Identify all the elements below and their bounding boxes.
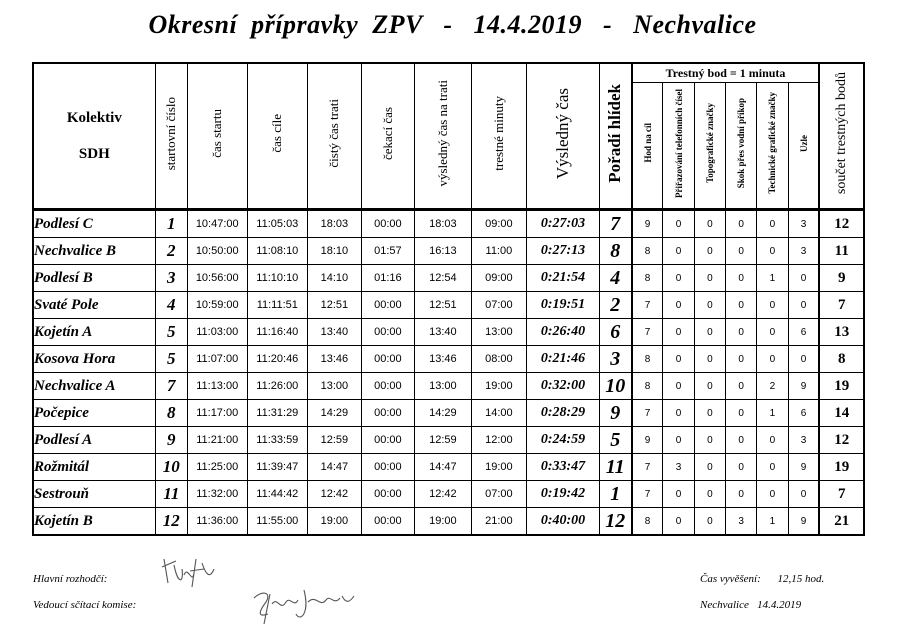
cell-wait: 00:00 xyxy=(361,373,415,400)
cell-topo: 0 xyxy=(694,454,725,481)
header-soucet-trestnych-bodu: součet trestných bodů xyxy=(819,63,864,210)
table-row xyxy=(33,400,864,427)
cell-skok: 0 xyxy=(726,319,757,346)
cell-topo: 0 xyxy=(694,292,725,319)
cell-result: 0:26:40 xyxy=(527,319,600,346)
cell-tech: 1 xyxy=(757,265,788,292)
cell-tel: 0 xyxy=(663,427,694,454)
table-row xyxy=(33,292,864,319)
cell-net: 12:42 xyxy=(308,481,362,508)
cell-penalty: 08:00 xyxy=(471,346,527,373)
cell-sum: 14 xyxy=(819,400,864,427)
cell-wait: 01:57 xyxy=(361,238,415,265)
cell-rank: 9 xyxy=(599,400,631,427)
cell-topo: 0 xyxy=(694,508,725,536)
cell-uzle: 6 xyxy=(788,319,819,346)
cell-tel: 0 xyxy=(663,210,694,238)
cell-rank: 8 xyxy=(599,238,631,265)
cell-sum: 21 xyxy=(819,508,864,536)
cell-start-no: 12 xyxy=(155,508,187,536)
cell-penalty: 12:00 xyxy=(471,427,527,454)
cell-finish: 11:20:46 xyxy=(247,346,308,373)
cell-rank: 3 xyxy=(599,346,631,373)
cell-penalty: 14:00 xyxy=(471,400,527,427)
cell-tel: 0 xyxy=(663,400,694,427)
cell-name: Podlesí C xyxy=(33,210,155,238)
cell-sum: 7 xyxy=(819,481,864,508)
header-cas-startu: čas startu xyxy=(187,63,247,210)
cell-finish: 11:26:00 xyxy=(247,373,308,400)
cell-finish: 11:33:59 xyxy=(247,427,308,454)
cell-net: 18:10 xyxy=(308,238,362,265)
cell-uzle: 0 xyxy=(788,346,819,373)
cell-penalty: 21:00 xyxy=(471,508,527,536)
cell-penalty: 09:00 xyxy=(471,210,527,238)
cell-uzle: 3 xyxy=(788,210,819,238)
cell-net: 14:10 xyxy=(308,265,362,292)
cell-start: 11:17:00 xyxy=(187,400,247,427)
cell-net: 12:59 xyxy=(308,427,362,454)
cell-topo: 0 xyxy=(694,210,725,238)
cell-tech: 0 xyxy=(757,319,788,346)
cell-tel: 0 xyxy=(663,508,694,536)
header-cas-cile: čas cíle xyxy=(247,63,308,210)
cell-hod: 8 xyxy=(632,373,663,400)
label-cas-vyveseni xyxy=(700,573,824,585)
cell-rank: 2 xyxy=(599,292,631,319)
cell-result: 0:24:59 xyxy=(527,427,600,454)
cell-start-no: 2 xyxy=(155,238,187,265)
cell-track: 13:46 xyxy=(415,346,472,373)
results-body xyxy=(33,210,864,536)
label-misto-datum: Nechvalice 14.4.2019 xyxy=(700,599,802,611)
cell-penalty: 07:00 xyxy=(471,292,527,319)
cell-wait: 00:00 xyxy=(361,210,415,238)
cell-uzle: 0 xyxy=(788,265,819,292)
cell-start: 11:32:00 xyxy=(187,481,247,508)
cell-start-no: 9 xyxy=(155,427,187,454)
cell-rank: 6 xyxy=(599,319,631,346)
cell-tel: 0 xyxy=(663,292,694,319)
cell-finish: 11:55:00 xyxy=(247,508,308,536)
cell-tech: 0 xyxy=(757,427,788,454)
table-row xyxy=(33,238,864,265)
cell-finish: 11:44:42 xyxy=(247,481,308,508)
cell-skok: 3 xyxy=(726,508,757,536)
label-vedouci-scitaci-komise: Vedoucí sčítací komise: xyxy=(33,599,137,611)
cell-start: 11:21:00 xyxy=(187,427,247,454)
cell-hod: 7 xyxy=(632,481,663,508)
cell-name: Sestrouň xyxy=(33,481,155,508)
cell-result: 0:27:03 xyxy=(527,210,600,238)
signature-vedouci-scitaci-komise xyxy=(250,584,360,628)
cell-rank: 5 xyxy=(599,427,631,454)
cell-tel: 0 xyxy=(663,319,694,346)
cell-tech: 0 xyxy=(757,210,788,238)
results-table xyxy=(32,62,865,536)
cell-tech: 2 xyxy=(757,373,788,400)
cell-hod: 7 xyxy=(632,292,663,319)
cell-start: 11:03:00 xyxy=(187,319,247,346)
cell-penalty: 11:00 xyxy=(471,238,527,265)
cell-penalty: 19:00 xyxy=(471,454,527,481)
cell-skok: 0 xyxy=(726,454,757,481)
cell-wait: 00:00 xyxy=(361,454,415,481)
label-hlavni-rozhodci: Hlavní rozhodčí: xyxy=(33,573,108,585)
table-row xyxy=(33,346,864,373)
header-kolektiv xyxy=(33,63,155,210)
table-row xyxy=(33,508,864,536)
cell-track: 12:42 xyxy=(415,481,472,508)
header-uzle: Uzle xyxy=(788,83,819,210)
header-kolektiv-line2: SDH xyxy=(78,146,110,162)
cell-tel: 0 xyxy=(663,481,694,508)
cell-hod: 8 xyxy=(632,346,663,373)
cell-finish: 11:31:29 xyxy=(247,400,308,427)
cell-tel: 0 xyxy=(663,265,694,292)
cell-penalty: 09:00 xyxy=(471,265,527,292)
cell-track: 14:29 xyxy=(415,400,472,427)
cell-track: 13:40 xyxy=(415,319,472,346)
cell-skok: 0 xyxy=(726,400,757,427)
cell-net: 12:51 xyxy=(308,292,362,319)
cell-tech: 0 xyxy=(757,481,788,508)
cell-result: 0:28:29 xyxy=(527,400,600,427)
cas-vyveseni-label: Čas vyvěšení: xyxy=(700,573,761,585)
cell-name: Počepice xyxy=(33,400,155,427)
header-vysledny-cas-na-trati: výsledný čas na trati xyxy=(415,63,472,210)
cell-start: 10:56:00 xyxy=(187,265,247,292)
cell-tel: 0 xyxy=(663,238,694,265)
cell-start-no: 1 xyxy=(155,210,187,238)
cell-sum: 19 xyxy=(819,373,864,400)
cell-name: Kojetín B xyxy=(33,508,155,536)
cell-uzle: 3 xyxy=(788,427,819,454)
header-kolektiv-line1: Kolektiv xyxy=(66,110,122,126)
cell-track: 14:47 xyxy=(415,454,472,481)
cell-sum: 11 xyxy=(819,238,864,265)
table-row xyxy=(33,454,864,481)
cell-penalty: 07:00 xyxy=(471,481,527,508)
cell-start: 11:13:00 xyxy=(187,373,247,400)
cell-start-no: 5 xyxy=(155,319,187,346)
cell-tel: 3 xyxy=(663,454,694,481)
cell-penalty: 13:00 xyxy=(471,319,527,346)
cell-skok: 0 xyxy=(726,265,757,292)
cell-topo: 0 xyxy=(694,346,725,373)
cell-start-no: 8 xyxy=(155,400,187,427)
cell-topo: 0 xyxy=(694,265,725,292)
cell-topo: 0 xyxy=(694,481,725,508)
header-poradi-hlidek: Pořadí hlídek xyxy=(599,63,631,210)
cell-result: 0:27:13 xyxy=(527,238,600,265)
cell-start: 11:07:00 xyxy=(187,346,247,373)
cell-sum: 9 xyxy=(819,265,864,292)
cell-finish: 11:05:03 xyxy=(247,210,308,238)
cell-uzle: 0 xyxy=(788,292,819,319)
cell-result: 0:40:00 xyxy=(527,508,600,536)
cell-sum: 8 xyxy=(819,346,864,373)
cell-name: Rožmitál xyxy=(33,454,155,481)
cell-wait: 00:00 xyxy=(361,319,415,346)
cell-skok: 0 xyxy=(726,481,757,508)
cell-rank: 12 xyxy=(599,508,631,536)
cell-wait: 00:00 xyxy=(361,346,415,373)
header-startovni-cislo: startovní číslo xyxy=(155,63,187,210)
cell-net: 19:00 xyxy=(308,508,362,536)
cell-rank: 10 xyxy=(599,373,631,400)
cell-finish: 11:08:10 xyxy=(247,238,308,265)
cell-hod: 8 xyxy=(632,508,663,536)
cell-topo: 0 xyxy=(694,427,725,454)
cell-net: 18:03 xyxy=(308,210,362,238)
cell-tech: 0 xyxy=(757,454,788,481)
cell-wait: 00:00 xyxy=(361,427,415,454)
cell-track: 18:03 xyxy=(415,210,472,238)
cell-name: Kojetín A xyxy=(33,319,155,346)
cell-tech: 0 xyxy=(757,292,788,319)
cell-rank: 11 xyxy=(599,454,631,481)
cell-track: 12:51 xyxy=(415,292,472,319)
cell-finish: 11:11:51 xyxy=(247,292,308,319)
cell-name: Nechvalice A xyxy=(33,373,155,400)
page-title: Okresní přípravky ZPV - 14.4.2019 - Nechvalice xyxy=(148,10,757,39)
cell-penalty: 19:00 xyxy=(471,373,527,400)
cell-uzle: 9 xyxy=(788,454,819,481)
header-prirazovani-telefonnich: Přiřazování telefonních čísel xyxy=(663,83,694,210)
cell-wait: 00:00 xyxy=(361,400,415,427)
cell-uzle: 9 xyxy=(788,508,819,536)
cell-rank: 4 xyxy=(599,265,631,292)
cell-sum: 12 xyxy=(819,210,864,238)
cell-result: 0:32:00 xyxy=(527,373,600,400)
cell-tech: 0 xyxy=(757,346,788,373)
cell-rank: 1 xyxy=(599,481,631,508)
cell-net: 13:40 xyxy=(308,319,362,346)
header-skok-pres-vodni-prikop: Skok přes vodní příkop xyxy=(726,83,757,210)
cell-tech: 1 xyxy=(757,400,788,427)
header-cisty-cas-trati: čistý čas trati xyxy=(308,63,362,210)
cell-result: 0:21:46 xyxy=(527,346,600,373)
cell-wait: 00:00 xyxy=(361,292,415,319)
header-topograficke-znacky: Topografické značky xyxy=(694,83,725,210)
cell-tel: 0 xyxy=(663,346,694,373)
cell-start-no: 7 xyxy=(155,373,187,400)
cell-result: 0:19:51 xyxy=(527,292,600,319)
cell-sum: 19 xyxy=(819,454,864,481)
table-row xyxy=(33,427,864,454)
table-row xyxy=(33,319,864,346)
cell-tech: 1 xyxy=(757,508,788,536)
cell-result: 0:33:47 xyxy=(527,454,600,481)
cell-track: 12:59 xyxy=(415,427,472,454)
cell-start-no: 4 xyxy=(155,292,187,319)
cell-hod: 8 xyxy=(632,265,663,292)
cell-hod: 7 xyxy=(632,454,663,481)
cell-skok: 0 xyxy=(726,210,757,238)
cell-uzle: 0 xyxy=(788,481,819,508)
cell-hod: 7 xyxy=(632,400,663,427)
cell-wait: 00:00 xyxy=(361,508,415,536)
cell-start: 10:47:00 xyxy=(187,210,247,238)
cell-start: 11:36:00 xyxy=(187,508,247,536)
cell-rank: 7 xyxy=(599,210,631,238)
cell-name: Nechvalice B xyxy=(33,238,155,265)
cell-uzle: 6 xyxy=(788,400,819,427)
cell-sum: 7 xyxy=(819,292,864,319)
cell-result: 0:21:54 xyxy=(527,265,600,292)
cell-hod: 7 xyxy=(632,319,663,346)
cell-skok: 0 xyxy=(726,427,757,454)
cell-tel: 0 xyxy=(663,373,694,400)
cell-start-no: 5 xyxy=(155,346,187,373)
table-row xyxy=(33,481,864,508)
cell-start-no: 11 xyxy=(155,481,187,508)
cell-name: Podlesí A xyxy=(33,427,155,454)
cell-sum: 13 xyxy=(819,319,864,346)
cell-start: 10:50:00 xyxy=(187,238,247,265)
cell-uzle: 3 xyxy=(788,238,819,265)
cell-skok: 0 xyxy=(726,238,757,265)
cell-start: 11:25:00 xyxy=(187,454,247,481)
cell-wait: 01:16 xyxy=(361,265,415,292)
table-row xyxy=(33,265,864,292)
cell-skok: 0 xyxy=(726,346,757,373)
cell-hod: 9 xyxy=(632,427,663,454)
cell-hod: 9 xyxy=(632,210,663,238)
header-vysledny-cas: Výsledný čas xyxy=(527,63,600,210)
cell-hod: 8 xyxy=(632,238,663,265)
cell-topo: 0 xyxy=(694,400,725,427)
cell-topo: 0 xyxy=(694,238,725,265)
cell-start: 10:59:00 xyxy=(187,292,247,319)
header-hod-na-cil: Hod na cíl xyxy=(632,83,663,210)
cell-track: 19:00 xyxy=(415,508,472,536)
cell-skok: 0 xyxy=(726,373,757,400)
cell-finish: 11:10:10 xyxy=(247,265,308,292)
header-trestne-minuty: trestné minuty xyxy=(471,63,527,210)
header-cekaci-cas: čekací čas xyxy=(361,63,415,210)
cell-track: 16:13 xyxy=(415,238,472,265)
table-row xyxy=(33,373,864,400)
cell-net: 14:29 xyxy=(308,400,362,427)
header-trestny-bod: Trestný bod = 1 minuta xyxy=(632,63,820,83)
header-technicke-graficke-znacky: Technické grafické značky xyxy=(757,83,788,210)
table-row xyxy=(33,210,864,238)
cell-wait: 00:00 xyxy=(361,481,415,508)
cell-start-no: 10 xyxy=(155,454,187,481)
cell-topo: 0 xyxy=(694,319,725,346)
cell-name: Podlesí B xyxy=(33,265,155,292)
cell-topo: 0 xyxy=(694,373,725,400)
cell-net: 13:46 xyxy=(308,346,362,373)
cell-finish: 11:39:47 xyxy=(247,454,308,481)
cell-name: Svaté Pole xyxy=(33,292,155,319)
cell-uzle: 9 xyxy=(788,373,819,400)
cell-net: 13:00 xyxy=(308,373,362,400)
cell-tech: 0 xyxy=(757,238,788,265)
cell-sum: 12 xyxy=(819,427,864,454)
cas-vyveseni-value: 12,15 hod. xyxy=(777,573,825,585)
cell-track: 12:54 xyxy=(415,265,472,292)
cell-track: 13:00 xyxy=(415,373,472,400)
cell-result: 0:19:42 xyxy=(527,481,600,508)
cell-start-no: 3 xyxy=(155,265,187,292)
cell-finish: 11:16:40 xyxy=(247,319,308,346)
cell-skok: 0 xyxy=(726,292,757,319)
cell-net: 14:47 xyxy=(308,454,362,481)
cell-name: Kosova Hora xyxy=(33,346,155,373)
signature-hlavni-rozhodci xyxy=(158,555,218,591)
